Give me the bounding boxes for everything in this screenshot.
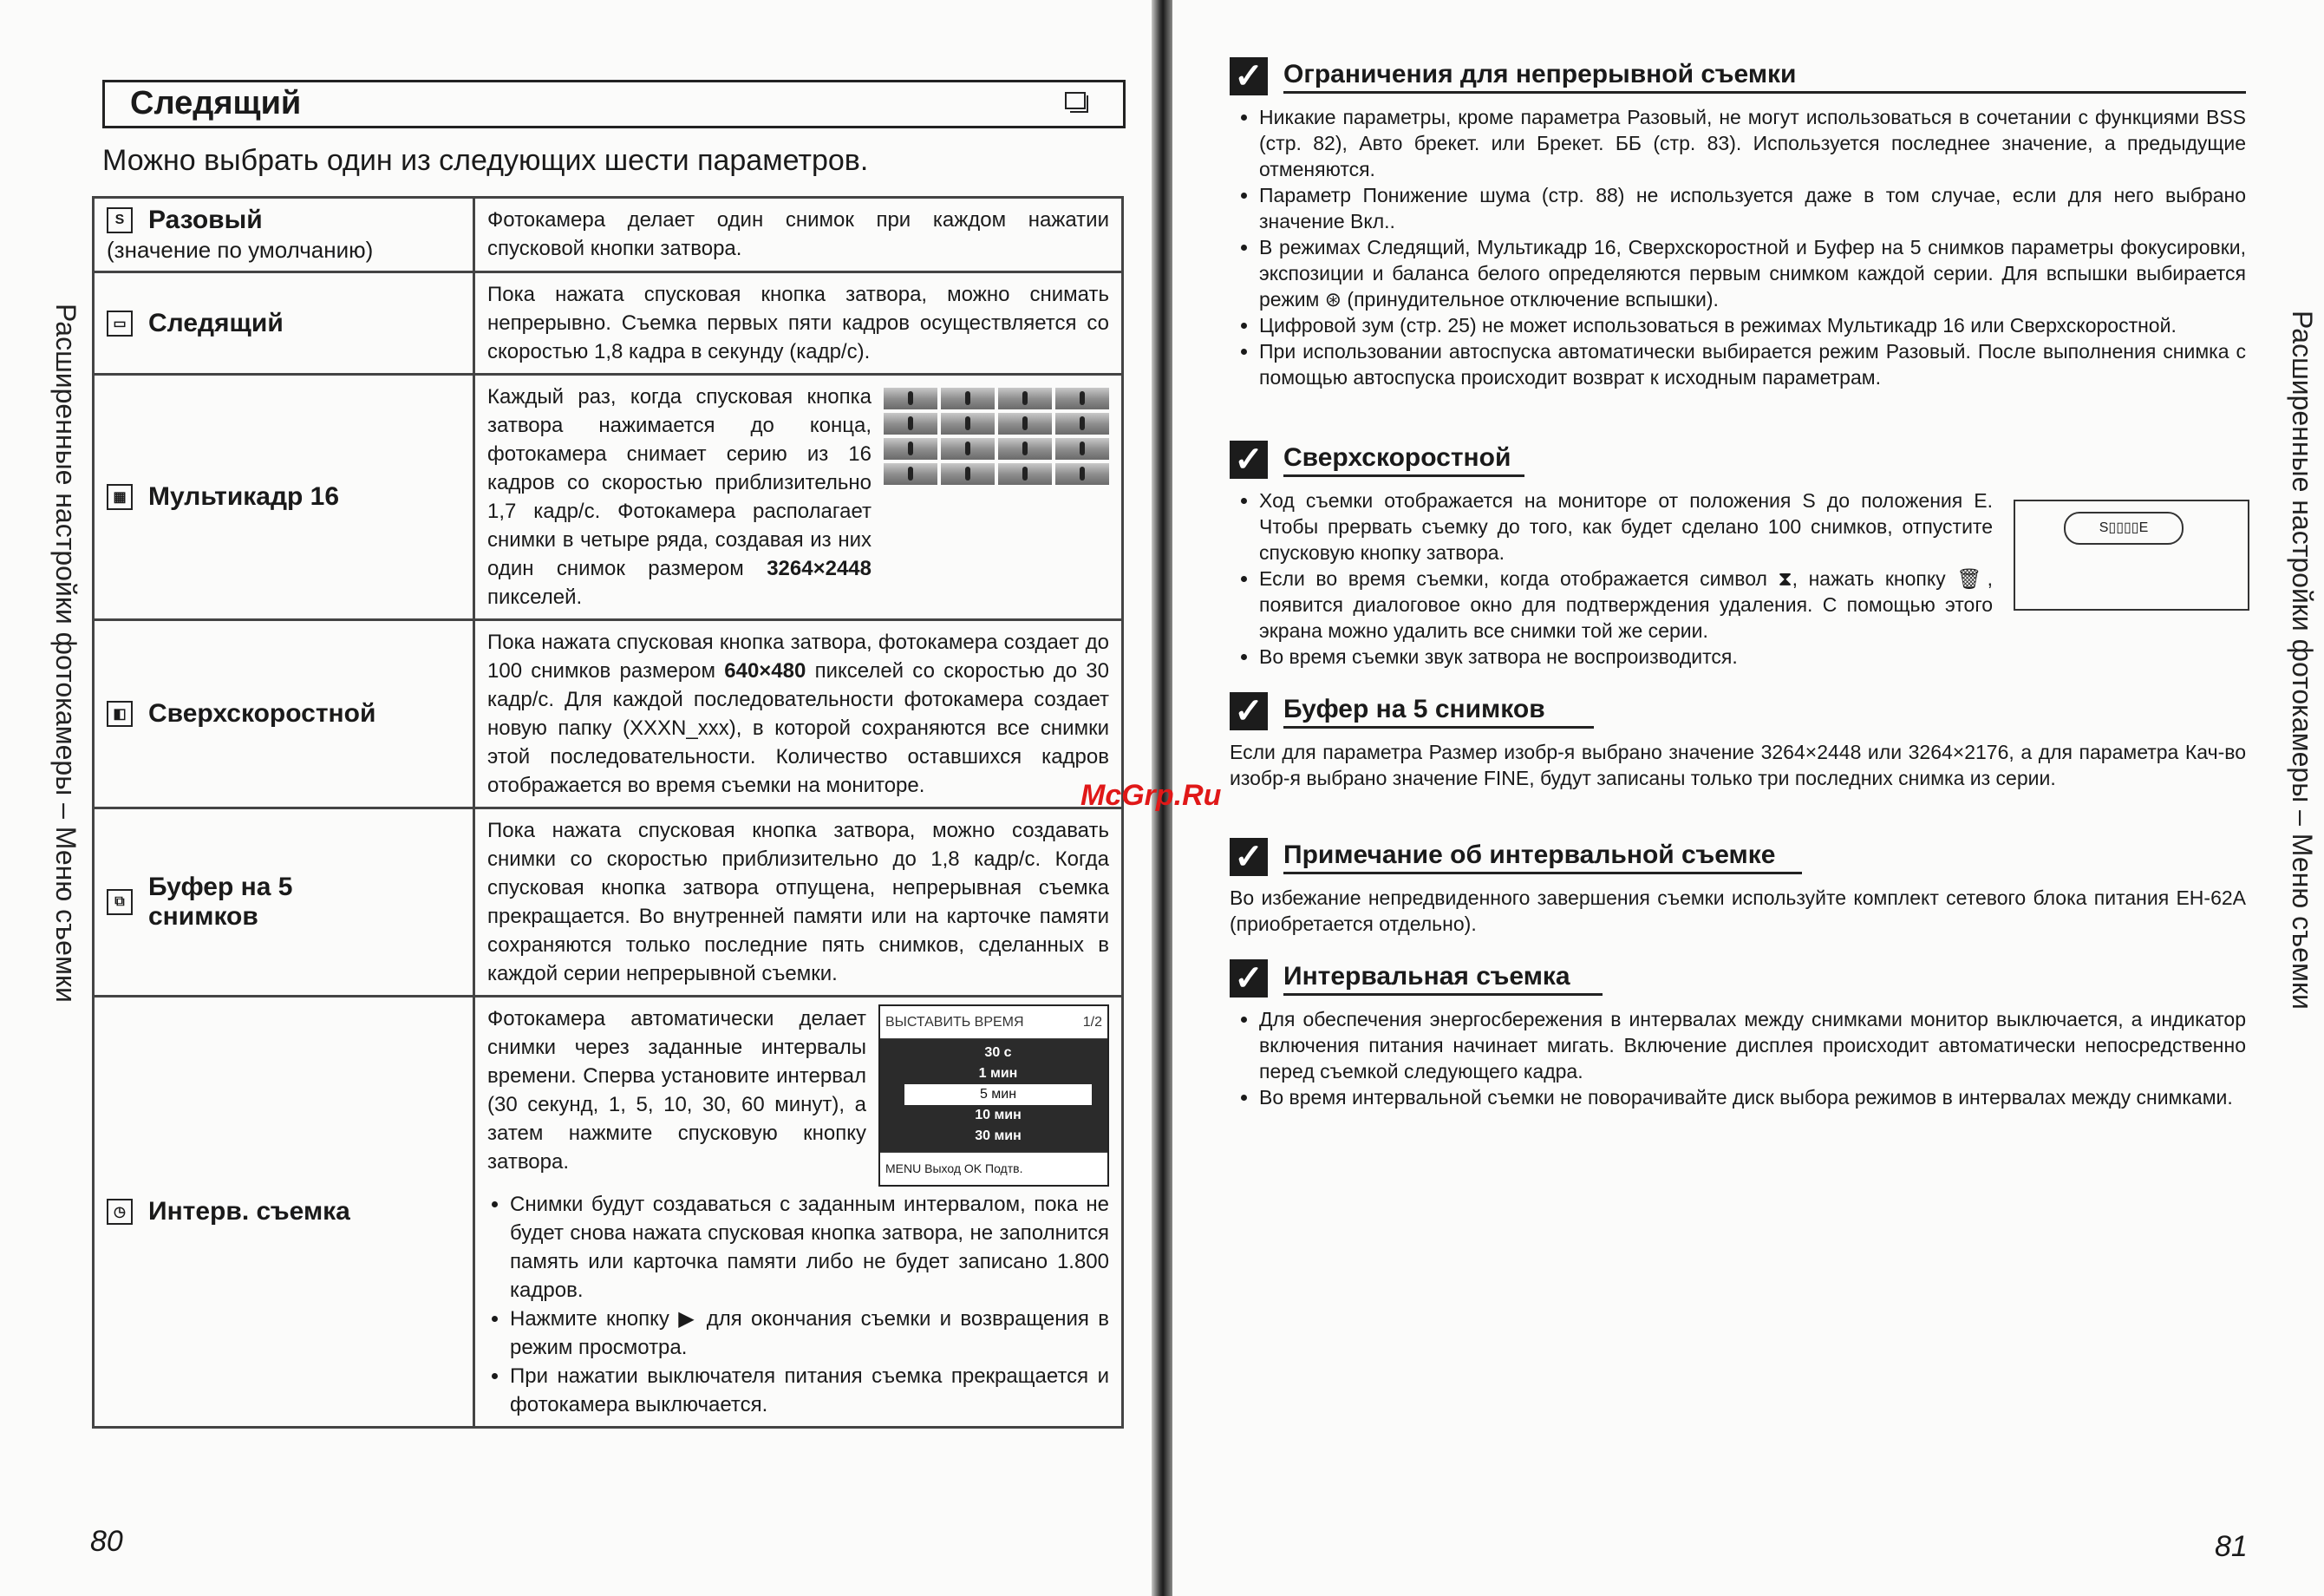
camera-menu-title: ВЫСТАВИТЬ ВРЕМЯ [885,1015,1024,1030]
list-item: • Нажмите кнопку ▶ для окончания съемки и возвращения в режим просмотра. [510,1305,1109,1362]
mode-title: Сверхскоростной [148,699,376,728]
table-row [94,997,1123,1428]
camera-menu-screenshot [878,1004,1109,1187]
list-item: • Снимки будут создаваться с заданным интервалом, пока не будет снова нажата спусковая кнопка затвора, не заполнится память или карточка памяти либо не будет записано 1.800 кадров. [510,1190,1109,1305]
section-heading: Ограничения для непрерывной съемки [1283,60,2246,94]
camera-menu-option: 30 мин [975,1128,1022,1143]
interval-timer-icon: ◷ [107,1199,133,1225]
monitor-progress-illustration [2014,500,2249,611]
progress-indicator: S▯▯▯▯E [2064,512,2184,545]
mode-name-cell [94,272,474,375]
section-heading: Примечание об интервальной съемке [1283,841,1802,874]
mode-title: Буфер на 5 снимков [148,873,293,931]
mode-name-cell [94,198,474,272]
list-item: • Никакие параметры, кроме параметра Разовый, не могут использоваться в сочетании с функциями BSS (стр. 82), Авто брекет. или Брекет. ББ (стр. 83). Используется последнее значение, а предыдущие отменяются. [1259,104,2246,182]
high-speed-icon: ◧ [107,701,133,727]
section-title: Следящий [130,85,302,121]
checkmark-icon: ✓ [1230,838,1268,876]
mode-name-cell [94,997,474,1428]
multi-shot-icon: ▦ [107,484,133,510]
table-row [94,272,1123,375]
section-heading: Сверхскоростной [1283,443,1524,477]
table-row [94,198,1123,272]
checkmark-icon: ✓ [1230,441,1268,479]
image-size-value: 3264×2448 [767,557,872,580]
restrictions-section [1230,57,2246,390]
interval-shooting-section [1230,959,2246,1110]
mode-description: Фотокамера автоматически делает снимки через заданные интервалы времени. Сперва установите интервал (30 секунд, 1, 5, 10, 30, 60 минут), а затем нажмите спусковую кнопку затвора. [487,1007,866,1174]
shooting-modes-table [92,196,1124,1429]
mode-description-end: пикселей. [487,585,583,609]
intro-text: Можно выбрать один из следующих шести параметров. [102,144,869,177]
mode-description: Пока нажата спусковая кнопка затвора, можно создавать снимки со скоростью приблизительно до 1,8 кадр/с. Когда спусковая кнопка затвора отпущена, непрерывная съемка прекращается. Во внутренней памяти или на карточке памяти сохраняются только последние пять снимков, сделанных в каждой серии непрерывной съемки. [474,808,1123,997]
mode-description: Фотокамера делает один снимок при каждом нажатии спусковой кнопки затвора. [474,198,1123,272]
mode-description: Пока нажата спусковая кнопка затвора, можно снимать непрерывно. Съемка первых пяти кадров осуществляется со скоростью 1,8 кадра в секунду (кадр/с). [474,272,1123,375]
mode-name-cell [94,808,474,997]
list-item: • В режимах Следящий, Мультикадр 16, Сверхскоростной и Буфер на 5 снимков параметры фокусировки, экспозиции и баланса белого определяются первым снимком каждой серии. Для вспышки выбирается режим ⊛ (принудительное отключение вспышки). [1259,234,2246,312]
mode-description: Каждый раз, когда спусковая кнопка затвора нажимается до конца, фотокамера снимает серию из 16 кадров со скоростью приблизительно 1,7 кадр/с. Фотокамера располагает снимки в четыре ряда, создавая из них один снимок размером [487,385,872,580]
table-row [94,375,1123,620]
side-chapter-label: Расширенные настройки фотокамеры – Меню съемки [2287,311,2318,1010]
mode-subtitle: (значение по умолчанию) [107,237,374,263]
continuous-mode-icon [1065,92,1091,114]
list-item: • Во время съемки звук затвора не воспроизводится. [1259,644,1993,670]
list-item: • При нажатии выключателя питания съемка прекращается и фотокамера выключается. [510,1362,1109,1419]
camera-menu-option: 1 мин [978,1066,1018,1081]
list-item: • Ход съемки отображается на мониторе от положения S до положения E. Чтобы прервать съемку до того, как будет сделано 100 снимков, отпустите спусковую кнопку затвора. [1259,487,1993,566]
list-item: • Во время интервальной съемки не поворачивайте диск выбора режимов в интервалах между снимками. [1259,1084,2246,1110]
table-row [94,808,1123,997]
camera-menu-page: 1/2 [1082,1015,1102,1030]
camera-menu-footer: MENU Выход OK Подтв. [880,1152,1107,1185]
side-chapter-label: Расширенные настройки фотокамеры – Меню съемки [50,304,82,1003]
mode-name-cell [94,620,474,808]
single-mode-icon: S [107,207,133,233]
list-item: • Цифровой зум (стр. 25) не может использоваться в режимах Мультикадр 16 или Сверхскоростной. [1259,312,2246,338]
multi-shot-sample-image [884,388,1109,485]
section-text: Во избежание непредвиденного завершения съемки используйте комплект сетевого блока питания EH-62A (приобретается отдельно). [1230,886,2246,935]
section-heading: Буфер на 5 снимков [1283,695,1594,729]
mode-title: Интерв. съемка [148,1197,350,1226]
interval-note-section [1230,838,2246,937]
mode-title: Разовый [148,206,263,234]
section-heading: Интервальная съемка [1283,962,1603,996]
list-item: • Если во время съемки, когда отображается символ ⧗, нажать кнопку 🗑, появится диалоговое окно для подтверждения удаления. С помощью этого экрана можно удалить все снимки той же серии. [1259,566,1993,644]
image-size-value: 640×480 [724,659,806,683]
camera-menu-option: 10 мин [975,1108,1022,1122]
mode-description-end: пикселей со скоростью до 30 кадр/с. Для каждой последовательности фотокамера создает новую папку (XXXN_xxx), в которой сохраняются все снимки этой последовательности. Количество оставшихся кадров отображается во время съемки на мониторе. [487,659,1109,797]
table-row [94,620,1123,808]
interval-notes [487,1190,1109,1419]
list-item: • При использовании автоспуска автоматически выбирается режим Разовый. После выполнения снимка с помощью автоспуска происходит возврат к исходным параметрам. [1259,338,2246,390]
buffer-section [1230,692,2246,791]
continuous-icon: ▭ [107,311,133,337]
list-item: • Для обеспечения энергосбережения в интервалах между снимками монитор выключается, а индикатор включения питания начинает мигать. Включение дисплея происходит автоматически непосредственно перед съемкой следующего кадра. [1259,1006,2246,1084]
mode-name-cell [94,375,474,620]
section-text: Если для параметра Размер изобр-я выбрано значение 3264×2448 или 3264×2176, а для параметра Кач-во изобр-я выбрано значение FINE, будут записаны только три последних снимка из серии. [1230,741,2246,789]
page-number: 81 [2215,1530,2248,1563]
watermark-text: McGrp.Ru [1080,779,1222,812]
checkmark-icon: ✓ [1230,57,1268,95]
mode-title: Мультикадр 16 [148,482,340,511]
buffer-icon: ⧉ [107,889,133,915]
mode-title: Следящий [148,308,284,337]
camera-menu-option-selected: 5 мин [904,1084,1092,1105]
mode-description: Пока нажата спусковая кнопка затвора, фотокамера создает до 100 снимков размером [487,631,1109,683]
page-number: 80 [90,1525,123,1558]
high-speed-section [1230,441,1993,670]
checkmark-icon: ✓ [1230,692,1268,730]
checkmark-icon: ✓ [1230,959,1268,998]
list-item: • Параметр Понижение шума (стр. 88) не используется даже в том случае, если для него выбрано значение Вкл.. [1259,182,2246,234]
camera-menu-option: 30 с [984,1045,1012,1060]
